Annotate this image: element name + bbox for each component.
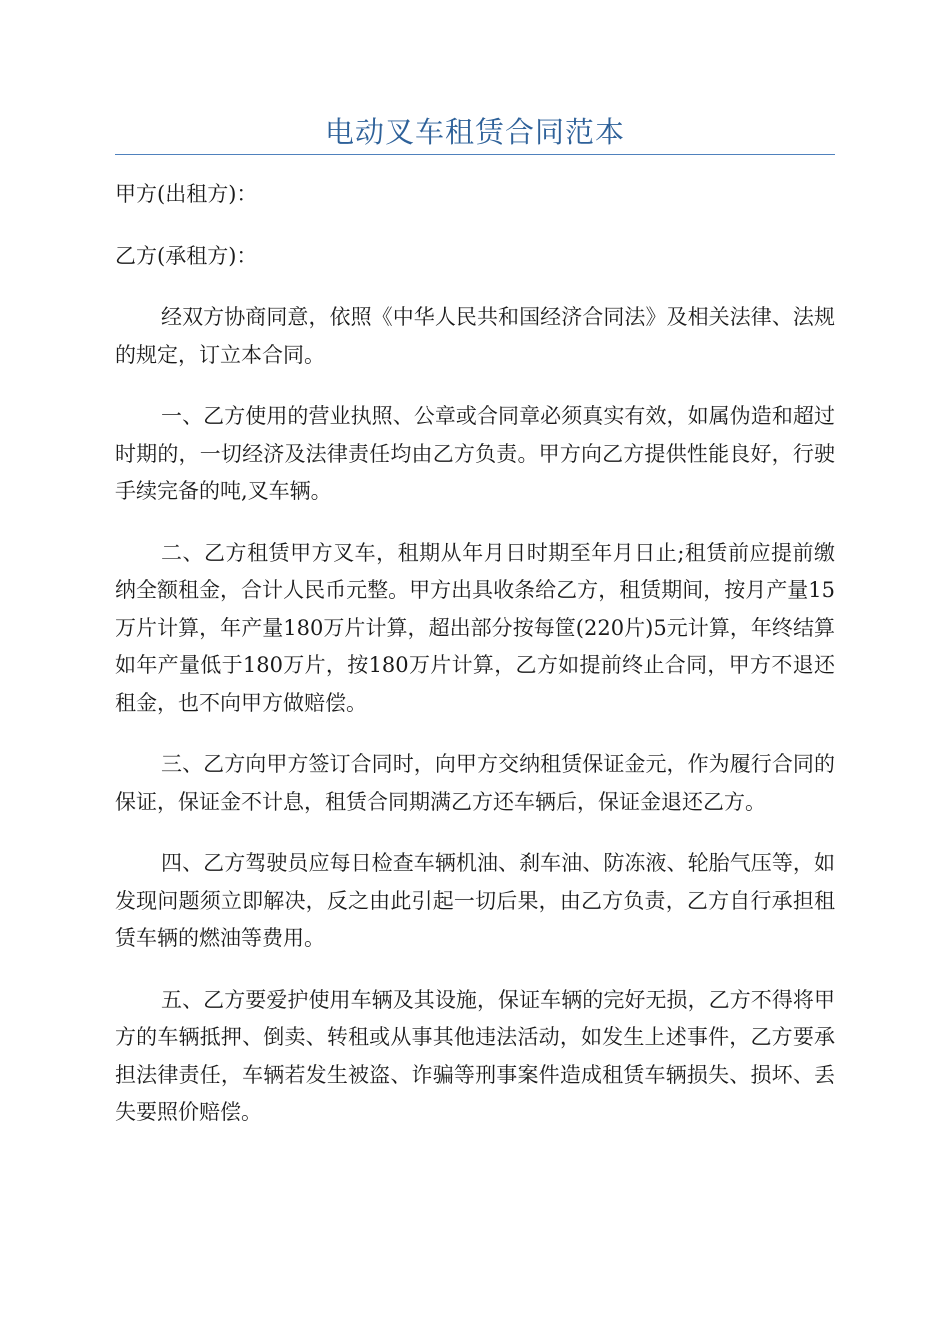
paragraph-preamble: 经双方协商同意，依照《中华人民共和国经济合同法》及相关法律、法规的规定，订立本合同。 bbox=[115, 305, 835, 367]
clause-5: 五、乙方要爱护使用车辆及其设施，保证车辆的完好无损，乙方不得将甲方的车辆抵押、倒卖、转租或从事其他违法活动，如发生上述事件，乙方要承担法律责任，车辆若发生被盗、诈骗等刑事案件造成租赁车辆损失、损坏、丢失要照价赔偿。 bbox=[115, 987, 835, 1124]
clause-2: 二、乙方租赁甲方叉车，租期从年月日时期至年月日止;租赁前应提前缴纳全额租金，合计人民币元整。甲方出具收条给乙方，租赁期间，按月产量15万片计算，年产量180万片计算，超出部分按每筐(220片)5元计算，年终结算如年产量低于180万片，按180万片计算，乙方如提前终止合同，甲方不退还租金，也不向甲方做赔偿。 bbox=[115, 540, 835, 715]
clause-3: 三、乙方向甲方签订合同时，向甲方交纳租赁保证金元，作为履行合同的保证，保证金不计息，租赁合同期满乙方还车辆后，保证金退还乙方。 bbox=[115, 752, 835, 814]
party-lessee: 乙方(承租方)： bbox=[115, 243, 258, 268]
document-title: 电动叉车租赁合同范本 bbox=[324, 115, 625, 149]
clause-1: 一、乙方使用的营业执照、公章或合同章必须真实有效，如属伪造和超过时期的，一切经济及法律责任均由乙方负责。甲方向乙方提供性能良好，行驶手续完备的吨,叉车辆。 bbox=[115, 404, 835, 503]
clause-4: 四、乙方驾驶员应每日检查车辆机油、刹车油、防冻液、轮胎气压等，如发现问题须立即解决，反之由此引起一切后果，由乙方负责，乙方自行承担租赁车辆的燃油等费用。 bbox=[115, 851, 835, 950]
party-lessor: 甲方(出租方)： bbox=[115, 182, 258, 206]
document-body bbox=[115, 176, 835, 1156]
title-underline bbox=[115, 154, 835, 155]
